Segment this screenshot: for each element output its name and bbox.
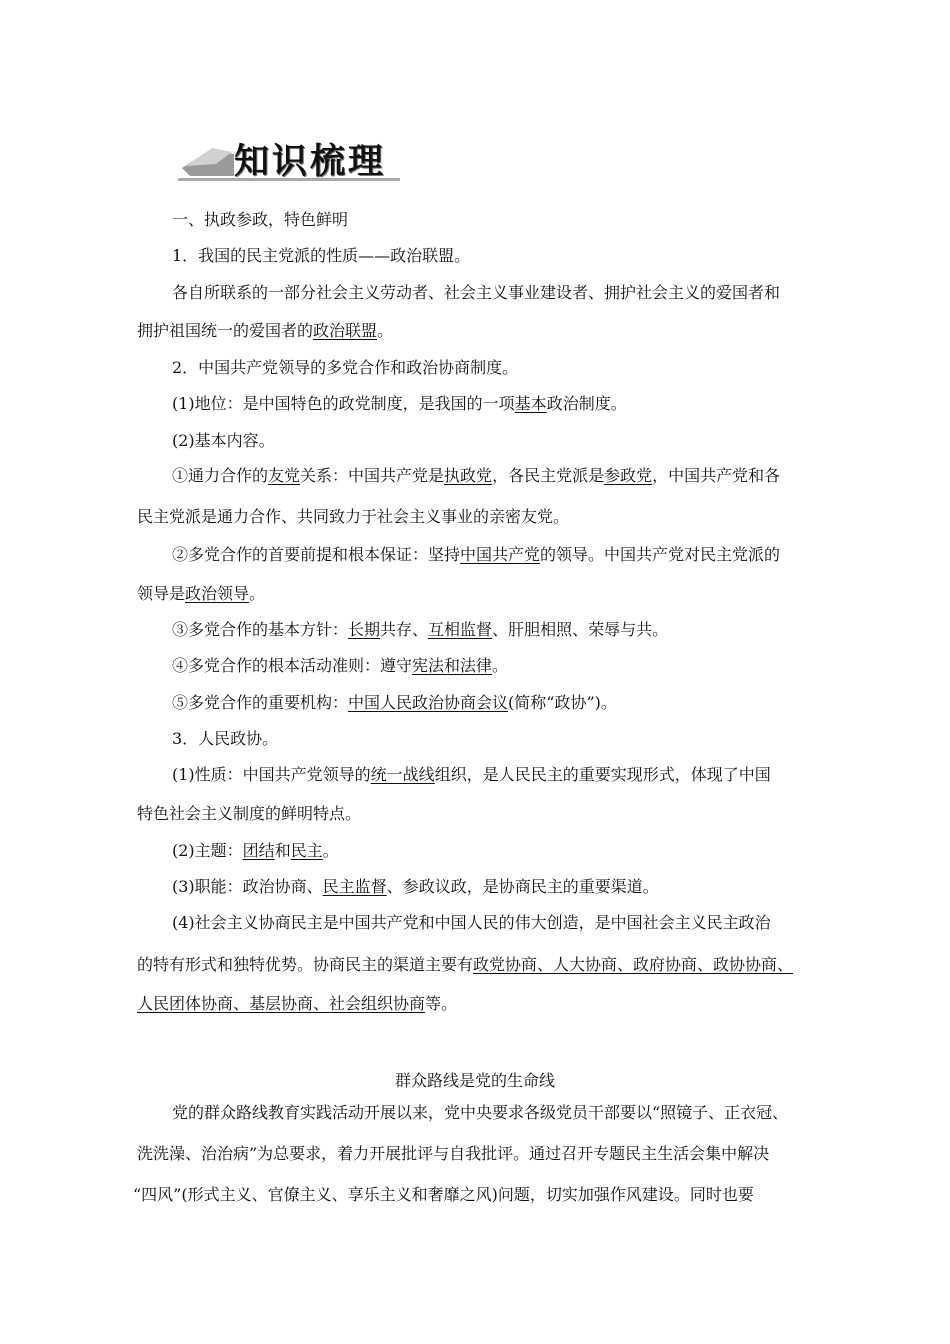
text-segment: 民主党派是通力合作、共同致力于社会主义事业的亲密友党。: [137, 507, 570, 526]
text-segment: 、肝胆相照、荣辱与共。: [492, 620, 669, 639]
text-segment: 共存、: [380, 620, 429, 639]
text-segment: 3．人民政协。: [172, 729, 279, 748]
text-segment: 的领导。中国共产党对民主党派的: [540, 545, 781, 564]
text-line: [172, 693, 617, 713]
text-segment: ④多党合作的根本活动准则：遵守: [172, 656, 413, 675]
text-line: [172, 841, 339, 861]
section-banner: [172, 128, 404, 188]
text-segment: ，各民主党派是: [492, 466, 605, 485]
underlined-term: 民主监督: [322, 877, 387, 896]
text-segment: 、参政议政，是协商民主的重要渠道。: [386, 877, 659, 896]
text-segment: 一、执政参政，特色鲜明: [172, 210, 349, 229]
text-line: [172, 877, 659, 897]
text-line: [172, 358, 518, 378]
text-segment: ⑤多党合作的重要机构：: [172, 693, 349, 712]
text-segment: 。: [492, 656, 509, 675]
text-segment: 领导是: [137, 584, 186, 603]
underlined-term: 中国人民政治协商会议: [348, 693, 509, 712]
text-line: [172, 913, 771, 933]
text-segment: 和: [274, 841, 291, 860]
text-line: [137, 994, 457, 1014]
text-segment: 拥护祖国统一的爱国者的: [137, 321, 314, 340]
text-segment: 各自所联系的一部分社会主义劳动者、社会主义事业建设者、拥护社会主义的爱国者和: [172, 283, 781, 302]
underlined-term: 民主: [290, 841, 323, 860]
underlined-term: 互相监督: [428, 620, 493, 639]
text-segment: 1．我国的民主党派的性质——政治联盟。: [172, 246, 471, 265]
text-segment: (1)性质：中国共产党领导的: [172, 765, 371, 784]
text-line: [172, 729, 278, 749]
text-segment: (2)基本内容。: [172, 431, 275, 450]
underlined-term: 团结: [242, 841, 275, 860]
underlined-term: 政党协商、人大协商、政府协商、政协协商、: [473, 955, 794, 974]
text-line: [172, 431, 275, 451]
text-line: [172, 765, 771, 785]
text-line: [137, 584, 265, 604]
text-line: [172, 1103, 788, 1123]
text-segment: 的特有形式和独特优势。协商民主的渠道主要有: [137, 955, 474, 974]
underlined-term: 长期: [348, 620, 381, 639]
text-segment: (1)地位：是中国特色的政党制度，是我国的一项: [172, 394, 515, 413]
underlined-term: 宪法和法律: [412, 656, 493, 675]
text-line: [172, 394, 627, 414]
banner-title: 知识梳理: [234, 142, 387, 182]
text-line: [137, 804, 361, 824]
text-segment: 党的群众路线教育实践活动开展以来，党中央要求各级党员干部要以“照镜子、正衣冠、: [172, 1103, 789, 1122]
underlined-term: 政治联盟: [313, 321, 378, 340]
text-segment: ②多党合作的首要前提和根本保证：坚持: [172, 545, 461, 564]
text-line: [172, 210, 348, 230]
text-line: [172, 545, 780, 565]
text-segment: 组织，是人民民主的重要实现形式，体现了中国: [434, 765, 771, 784]
text-segment: ，中国共产党和各: [652, 466, 781, 485]
text-segment: (4)社会主义协商民主是中国共产党和中国人民的伟大创造，是中国社会主义民主政治: [172, 913, 771, 932]
text-line: [172, 656, 508, 676]
text-segment: 。: [322, 841, 339, 860]
underlined-term: 基本: [514, 394, 547, 413]
text-line: [133, 1185, 754, 1205]
text-segment: ①通力合作的: [172, 466, 269, 485]
underlined-term: 政治领导: [185, 584, 250, 603]
underlined-term: 友党: [268, 466, 301, 485]
underlined-term: 中国共产党: [460, 545, 541, 564]
text-segment: 。: [249, 584, 266, 603]
text-segment: (3)职能：政治协商、: [172, 877, 323, 896]
text-segment: (2)主题：: [172, 841, 243, 860]
text-line: [172, 283, 780, 303]
text-segment: 等。: [425, 994, 458, 1013]
text-segment: ③多党合作的基本方针：: [172, 620, 349, 639]
text-line: [137, 955, 793, 975]
text-segment: 关系：中国共产党是: [300, 466, 445, 485]
text-segment: 政治制度。: [546, 394, 627, 413]
text-line: [137, 321, 393, 341]
text-line: [172, 466, 780, 486]
text-segment: (简称“政协”)。: [508, 693, 617, 712]
text-segment: 2．中国共产党领导的多党合作和政治协商制度。: [172, 358, 519, 377]
article-title: 群众路线是党的生命线: [394, 1071, 555, 1090]
text-line: [172, 246, 470, 266]
underlined-term: 执政党: [444, 466, 493, 485]
underlined-term: 参政党: [604, 466, 653, 485]
text-line: [137, 507, 569, 527]
text-line: [172, 620, 668, 640]
text-segment: “四风”(形式主义、官僚主义、享乐主义和奢靡之风)问题，切实加强作风建设。同时也要: [133, 1185, 754, 1204]
text-segment: 特色社会主义制度的鲜明特点。: [137, 804, 362, 823]
text-segment: 。: [377, 321, 394, 340]
text-segment: 洗洗澡、治治病”为总要求，着力开展批评与自我批评。通过召开专题民主生活会集中解决: [137, 1144, 770, 1163]
underlined-term: 统一战线: [370, 765, 435, 784]
underlined-term: 人民团体协商、基层协商、社会组织协商: [137, 994, 426, 1013]
text-line: [137, 1144, 769, 1164]
